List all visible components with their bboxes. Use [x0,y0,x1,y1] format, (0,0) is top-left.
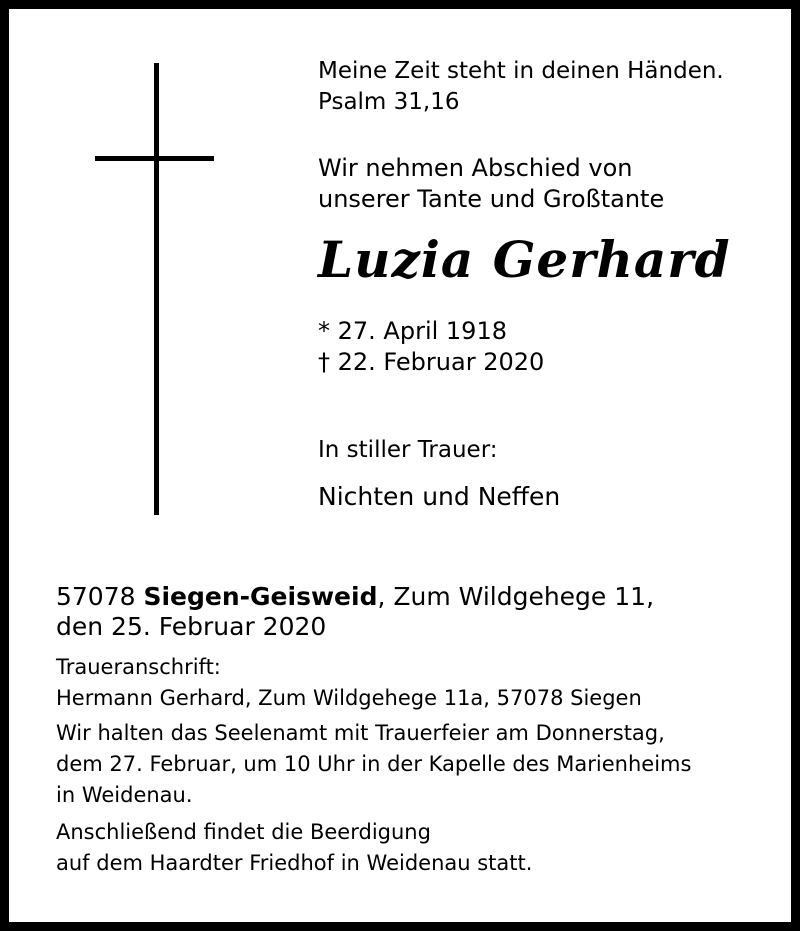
cross-icon-crossbar [95,156,214,161]
postcode: 57078 [56,582,136,611]
address-value: Hermann Gerhard, Zum Wildgehege 11a, 57078 Siegen [56,686,642,710]
address-label: Traueranschrift: [56,655,221,679]
burial-line: auf dem Haardter Friedhof in Weidenau statt. [56,851,533,875]
place-line [56,582,654,612]
intro-relation: unserer Tante und Großtante [318,185,665,213]
service-line: Wir halten das Seelenamt mit Trauerfeier am Donnerstag, [56,721,665,745]
street: , Zum Wildgehege 11, [377,582,655,611]
mourners-label: In stiller Trauer: [318,437,498,463]
cross-icon [154,63,159,515]
notice-date: den 25. Februar 2020 [56,612,327,641]
death-date: † 22. Februar 2020 [318,348,545,376]
intro-line: Wir nehmen Abschied von [318,154,633,182]
deceased-name: Luzia Gerhard [318,230,731,289]
service-line: dem 27. Februar, um 10 Uhr in der Kapelle des Marienheims [56,752,692,776]
burial-line: Anschließend findet die Beerdigung [56,820,431,844]
mourners-names: Nichten und Neffen [318,482,561,511]
service-line: in Weidenau. [56,783,193,807]
birth-date: * 27. April 1918 [318,317,507,345]
city: Siegen-Geisweid [143,582,378,611]
motto-line: Meine Zeit steht in deinen Händen. [318,58,724,84]
motto-source: Psalm 31,16 [318,89,460,115]
